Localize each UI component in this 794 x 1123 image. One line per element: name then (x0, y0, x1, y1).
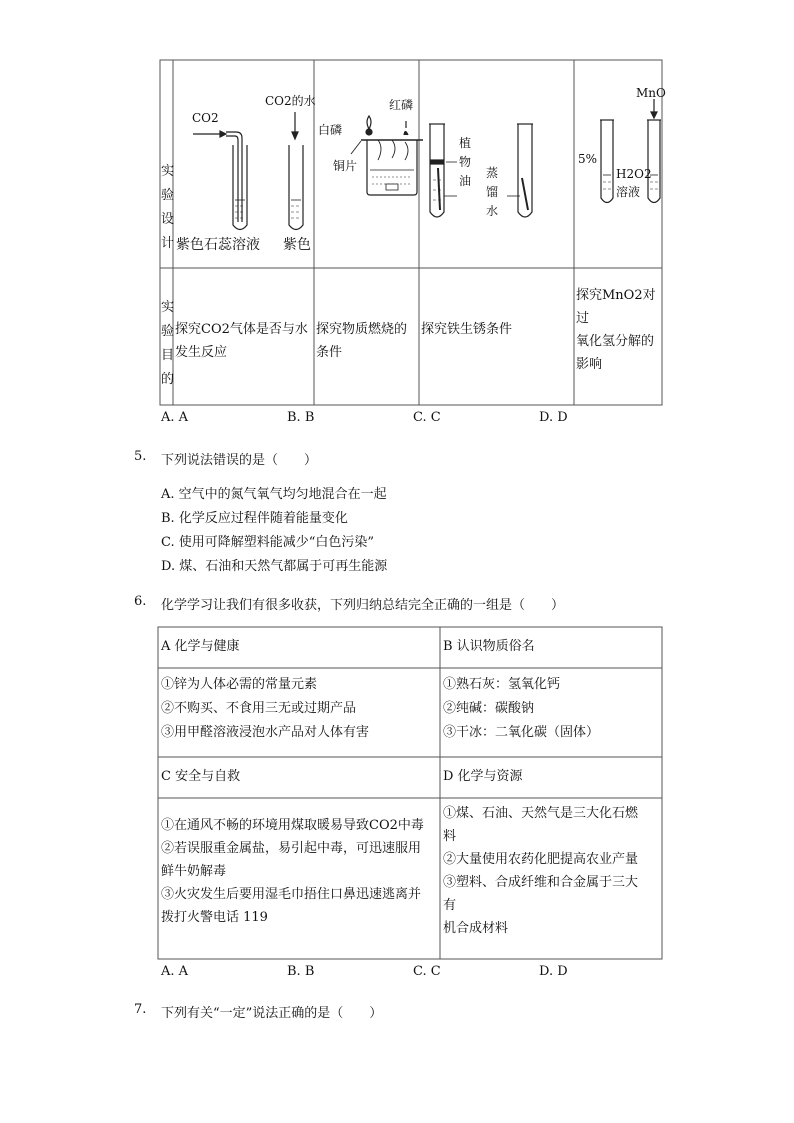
q6-cell-b-lines: ①熟石灰：氢氧化钙 ②纯碱：碳酸钠 ③干冰：二氧化碳（固体） (443, 677, 600, 740)
q4-row2-header: 实 验 目 的 (161, 300, 175, 387)
fig-a-liquid-label: 紫色石蕊溶液 (176, 237, 260, 253)
fig-b-copper: 铜片 (333, 159, 358, 173)
q6-cell-c-title: C 安全与自救 (161, 769, 241, 784)
fig-b-red-phosphorus: 红磷 (389, 98, 414, 112)
q6-cell-c-lines: ①在通风不畅的环境用煤取暖易导致CO2中毒 ②若误服重金属盐，易引起中毒，可迅速服用 鲜牛奶解毒 ③火灾发生后要用湿毛巾捂住口鼻迅速逃离并 拨打火警电话 119 (161, 818, 424, 925)
purpose-c: 探究铁生锈条件 (421, 322, 513, 337)
fig-c-oil-label: 植 物 油 (459, 136, 472, 188)
fig-a-co2-water-label: CO2的水 (265, 94, 316, 108)
q5-number: 5. (134, 449, 147, 464)
purpose-a: 探究CO2气体是否与水 发生反应 (175, 322, 308, 360)
q4-row1-header: 实 验 设 计 (161, 164, 175, 251)
q5-choice-b[interactable]: B. 化学反应过程伴随着能量变化 (161, 511, 348, 526)
q6-cell-a-lines: ①锌为人体必需的常量元素 ②不购买、不食用三无或过期产品 ③用甲醛溶液浸泡水产品对人体有害 (161, 677, 370, 740)
q4-option-b[interactable]: B. B (287, 410, 315, 425)
q6-cell-a-title: A 化学与健康 (161, 639, 240, 654)
q4-option-d[interactable]: D. D (539, 410, 568, 425)
fig-c-water-label: 蒸 馏 水 (486, 166, 499, 218)
fig-b-white-phosphorus: 白磷 (318, 123, 343, 137)
q6-option-d[interactable]: D. D (539, 964, 568, 979)
q6-stem: 化学学习让我们有很多收获，下列归纳总结完全正确的一组是（ ） (161, 598, 565, 613)
q6-cell-d-lines: ①煤、石油、天然气是三大化石燃 料 ②大量使用农药化肥提高农业产量 ③塑料、合成纤维和合金属于三大 有 机合成材料 (443, 806, 639, 936)
q7-number: 7. (134, 1002, 147, 1017)
q7-stem: 下列有关“一定”说法正确的是（ ） (161, 1006, 383, 1021)
q5-stem: 下列说法错误的是（ ） (161, 453, 318, 468)
q4-option-c[interactable]: C. C (413, 410, 441, 425)
q6-number: 6. (134, 594, 147, 609)
fig-d-catalyst-label: MnO (636, 86, 666, 100)
q6-cell-d-title: D 化学与资源 (443, 769, 523, 784)
q5-choice-d[interactable]: D. 煤、石油和天然气都属于可再生能源 (161, 559, 388, 574)
q5-choice-a[interactable]: A. 空气中的氮气氧气均匀地混合在一起 (161, 487, 387, 502)
q5-choice-c[interactable]: C. 使用可降解塑料能减少“白色污染” (161, 535, 375, 550)
q6-option-a[interactable]: A. A (161, 964, 189, 979)
fig-a-gas-label: CO2 (192, 111, 219, 125)
q6-cell-b-title: B 认识物质俗名 (443, 639, 535, 654)
fig-a-liquid-label-2: 紫色 (283, 237, 311, 253)
q4-option-a[interactable]: A. A (161, 410, 189, 425)
q6-option-b[interactable]: B. B (287, 964, 315, 979)
fig-d-solution: 溶液 (616, 185, 641, 199)
fig-d-percent: 5% (578, 152, 598, 166)
purpose-d: 探究MnO2对 过 氧化氢分解的 影响 (576, 288, 656, 372)
purpose-b: 探究物质燃烧的 条件 (316, 322, 408, 360)
q6-option-c[interactable]: C. C (413, 964, 441, 979)
fig-d-h2o2: H2O2 (616, 167, 652, 181)
